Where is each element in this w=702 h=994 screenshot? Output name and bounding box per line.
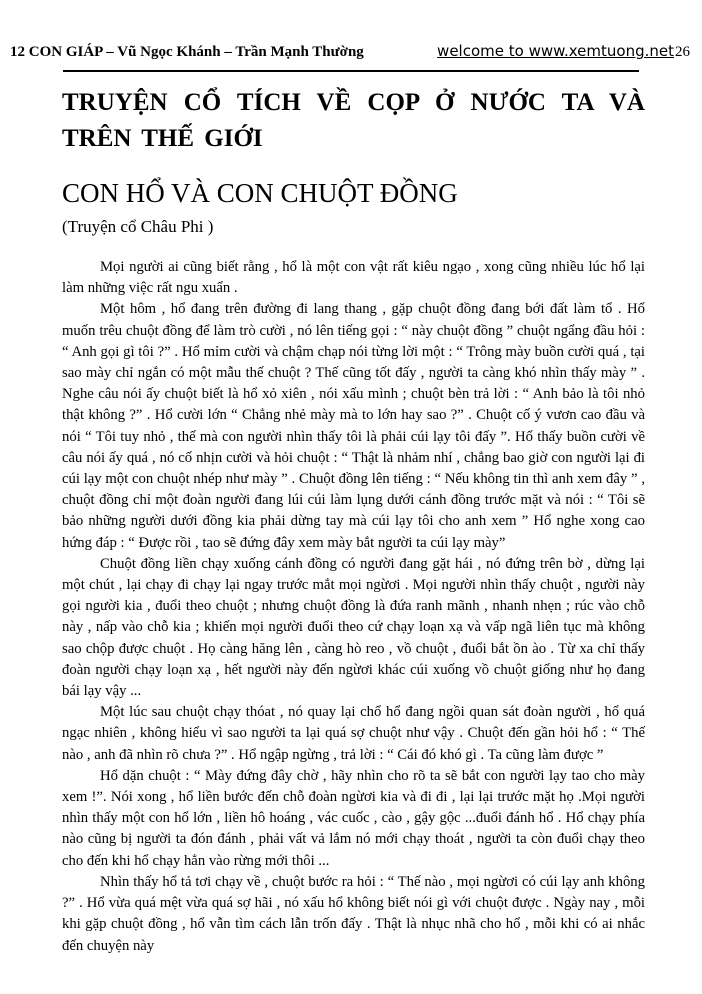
story-paragraph: Một lúc sau chuột chạy thóat , nó quay lại chổ hổ đang ngồi quan sát đoàn người , hổ quá ngạc nhiên , không hiểu vì sao người ta lại quá sợ chuột như vậy . Chuột đến gần hỏi hổ : “ Thế nào , anh đã nhìn rõ chưa ?” . Hổ ngập ngừng , trả lời : “ Cái đó khó gì . Ta cũng làm được ” bbox=[62, 704, 645, 763]
story-origin: (Truyện cổ Châu Phi ) bbox=[62, 217, 214, 236]
section-title: TRUYỆN CỔ TÍCH VỀ CỌP Ở NƯỚC TA VÀ TRÊN THẾ GIỚI bbox=[62, 89, 645, 152]
story-paragraph: Mọi người ai cũng biết rằng , hổ là một con vật rất kiêu ngạo , xong cũng nhiều lúc hổ lại làm những việc rất ngu xuẩn . bbox=[62, 259, 645, 297]
story-body bbox=[62, 257, 645, 957]
story-paragraph: Hổ dặn chuột : “ Mày đứng đây chờ , hãy nhìn cho rõ ta sẽ bắt con người lạy tao cho mày xem !”. Nói xong , hổ liền bước đến chỗ đoàn ngừơi kia và đi đi , lại lại trước mặt họ .Mọi người nhìn thấy một con hổ lớn , liền hô hoáng , vác cuốc , cào , gậy gộc ...đuổi đánh hổ . Hổ chạy phía nào cũng bị người ta đón đánh , phải vất vả lắm nó mới chạy thoát , người ta còn đuổi chạy theo cho đến khi hổ chạy hẳn vào rừng mới thôi ... bbox=[62, 767, 645, 869]
story-paragraph: Chuột đồng liền chạy xuống cánh đồng có người đang gặt hái , nó đứng trên bờ , dừng lại một chút , lại chạy đi chạy lại ngay trước mắt mọi ngừơi . Mọi người nhìn thấy chuột , người này gọi người kia , đuổi theo chuột ; nhưng chuột đồng là đứa ranh mãnh , nhanh nhẹn ; rúc vào chỗ này , nấp vào chỗ kia ; khiến mọi người đuổi theo cứ chạy loạn xạ và vấp ngã liên tục mà không sao chộp được chuột . Họ càng hăng lên , càng hò reo , vồ chuột , đuổi bắt ồn ào . Từ xa chỉ thấy đoàn người chạy loạn xạ , hết người này đến ngừơi khác cúi xuống vồ chuột giống như họ đang bái lạy vậy ... bbox=[62, 555, 645, 700]
story-paragraph: Một hôm , hổ đang trên đường đi lang thang , gặp chuột đồng đang bới đất làm tổ . Hổ muốn trêu chuột đồng để làm trò cười , nó lên tiếng gọi : “ này chuột đồng ” chuột ngẩng đầu hỏi : “ Anh gọi gì tôi ?” . Hổ mỉm cười và chậm chạp nói từng lời một : “ Trông mày buồn cười quá , tại sao mày chỉ ngắn có một mẫu thế chuột ? Thế cũng tốt đấy , người ta càng khó nhìn thấy mày ” . Nghe câu nói ấy chuột biết là hổ xỏ xiên , nói xấu mình ; chuột bèn trả lời : “ Anh bảo là tôi nhỏ thật không ?” . Hổ cười lớn “ Chẳng nhẻ mày mà to lớn hay sao ?” . Chuột cố ý vươn cao đầu và nói “ Tôi tuy nhỏ , thế mà con người nhìn thấy tôi là phải cúi lạy tôi đấy ”. Hổ thấy buồn cười về câu nói ấy quá , nó cố nhịn cười và hỏi chuột : “ Thật là nhảm nhí , chẳng bao giờ con người lại đi cúi lạy một con chuột nhép như mày ” . Chuột đồng lên tiếng : “ Nếu không tin thì anh xem đây ” , chuột đồng chỉ một đoàn người đang lúi cúi làm lụng dưới cánh đồng trước mặt và nói : “ Tôi sẽ bảo những người dưới đồng kia phải dừng tay mà cúi lạy tôi cho anh xem ” Hổ nghe xong cao hứng đáp : “ Được rồi , tao sẽ đứng đây xem mày bắt người ta cúi lạy mày” bbox=[62, 301, 645, 551]
website-link[interactable]: welcome to www.xemtuong.net bbox=[437, 42, 674, 60]
page-number: 26 bbox=[675, 44, 690, 60]
book-title: 12 CON GIÁP – Vũ Ngọc Khánh – Trần Mạnh Thường bbox=[10, 44, 364, 60]
story-title: CON HỔ VÀ CON CHUỘT ĐỒNG bbox=[62, 178, 458, 208]
header-right bbox=[437, 42, 690, 61]
page-content bbox=[62, 85, 645, 957]
story-paragraph: Nhìn thấy hổ tả tơi chạy về , chuột bước ra hỏi : “ Thế nào , mọi ngừơi có cúi lạy anh không ?” . Hổ vừa quá mệt vừa quá sợ hãi , nó xấu hổ không biết nói gì với chuột được . Ngày nay , mỗi khi gặp chuột đồng , hổ vẫn tìm cách lẫn trốn đấy . Thật là nhục nhã cho hổ , mỗi khi có ai nhắc đến chuyện này bbox=[62, 873, 645, 954]
header-divider bbox=[63, 70, 639, 72]
page-header bbox=[0, 42, 702, 61]
